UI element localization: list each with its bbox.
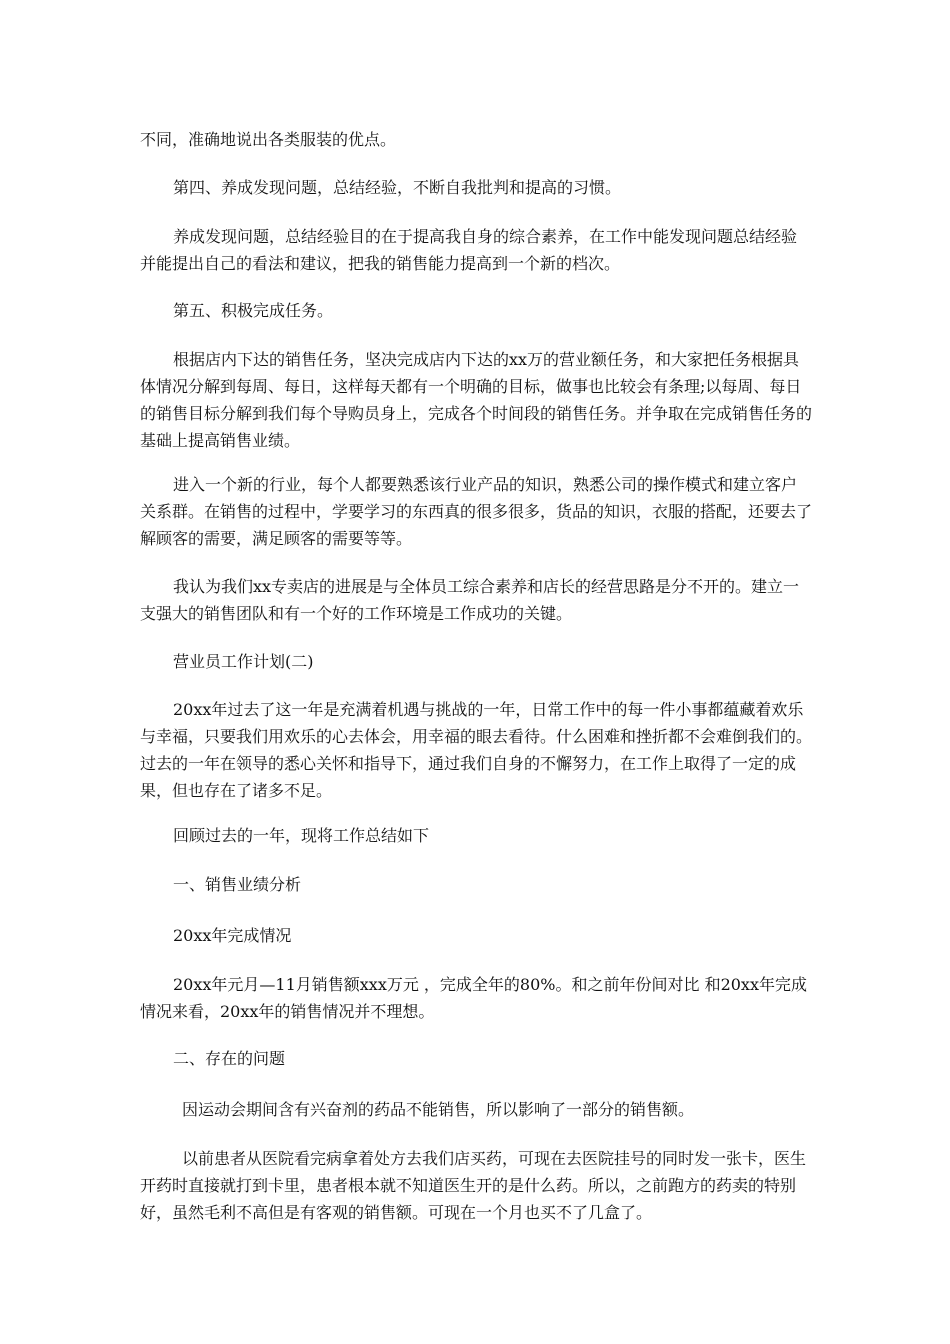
paragraph-7: 我认为我们xx专卖店的进展是与全体员工综合素养和店长的经营思路是分不开的。建立一支强大的销售团队和有一个好的工作环境是工作成功的关键。 [140,577,800,623]
paragraph-10: 回顾过去的一年，现将工作总结如下 [173,826,430,845]
heading-problems: 二、存在的问题 [173,1049,286,1068]
heading-sales-analysis: 一、销售业绩分析 [173,875,302,894]
paragraph-9: 20xx年过去了这一年是充满着机遇与挑战的一年，日常工作中的每一件小事都蕴藏着欢乐与幸福，只要我们用欢乐的心去体会，用幸福的眼去看待。什么困难和挫折都不会难倒我们的。过去的一年在领导的悉心关怀和指导下，通过我们自身的不懈努力，在工作上取得了一定的成果，但也存在了诸多不足。 [140,700,813,800]
heading-completion: 20xx年完成情况 [173,926,292,945]
section-title-plan-two: 营业员工作计划(二) [173,652,314,671]
heading-fourth: 第四、养成发现问题，总结经验，不断自我批判和提高的习惯。 [173,178,622,197]
paragraph-3: 养成发现问题，总结经验目的在于提高我自身的综合素养，在工作中能发现问题总结经验并能提出自己的看法和建议，把我的销售能力提高到一个新的档次。 [140,227,798,273]
paragraph-1: 不同，准确地说出各类服装的优点。 [140,130,397,149]
paragraph-15: 因运动会期间含有兴奋剂的药品不能销售，所以影响了一部分的销售额。 [182,1100,695,1119]
paragraph-16: 以前患者从医院看完病拿着处方去我们店买药，可现在去医院挂号的同时发一张卡，医生开药时直接就打到卡里，患者根本就不知道医生开的是什么药。所以，之前跑方的药卖的特别好，虽然毛利不高但是有客观的销售额。可现在一个月也买不了几盒了。 [140,1149,807,1222]
heading-fifth: 第五、积极完成任务。 [173,301,334,320]
paragraph-13: 20xx年元月—11月销售额xxx万元 ，完成全年的80%。和之前年份间对比 和20xx年完成情况来看，20xx年的销售情况并不理想。 [140,975,807,1021]
paragraph-6: 进入一个新的行业，每个人都要熟悉该行业产品的知识，熟悉公司的操作模式和建立客户关系群。在销售的过程中，学要学习的东西真的很多很多，货品的知识，衣服的搭配，还要去了解顾客的需要，满足顾客的需要等等。 [140,475,813,548]
paragraph-5: 根据店内下达的销售任务，坚决完成店内下达的xx万的营业额任务，和大家把任务根据具体情况分解到每周、每日，这样每天都有一个明确的目标，做事也比较会有条理;以每周、每日的销售目标分解到我们每个导购员身上，完成各个时间段的销售任务。并争取在完成销售任务的基础上提高销售业绩。 [140,350,813,450]
